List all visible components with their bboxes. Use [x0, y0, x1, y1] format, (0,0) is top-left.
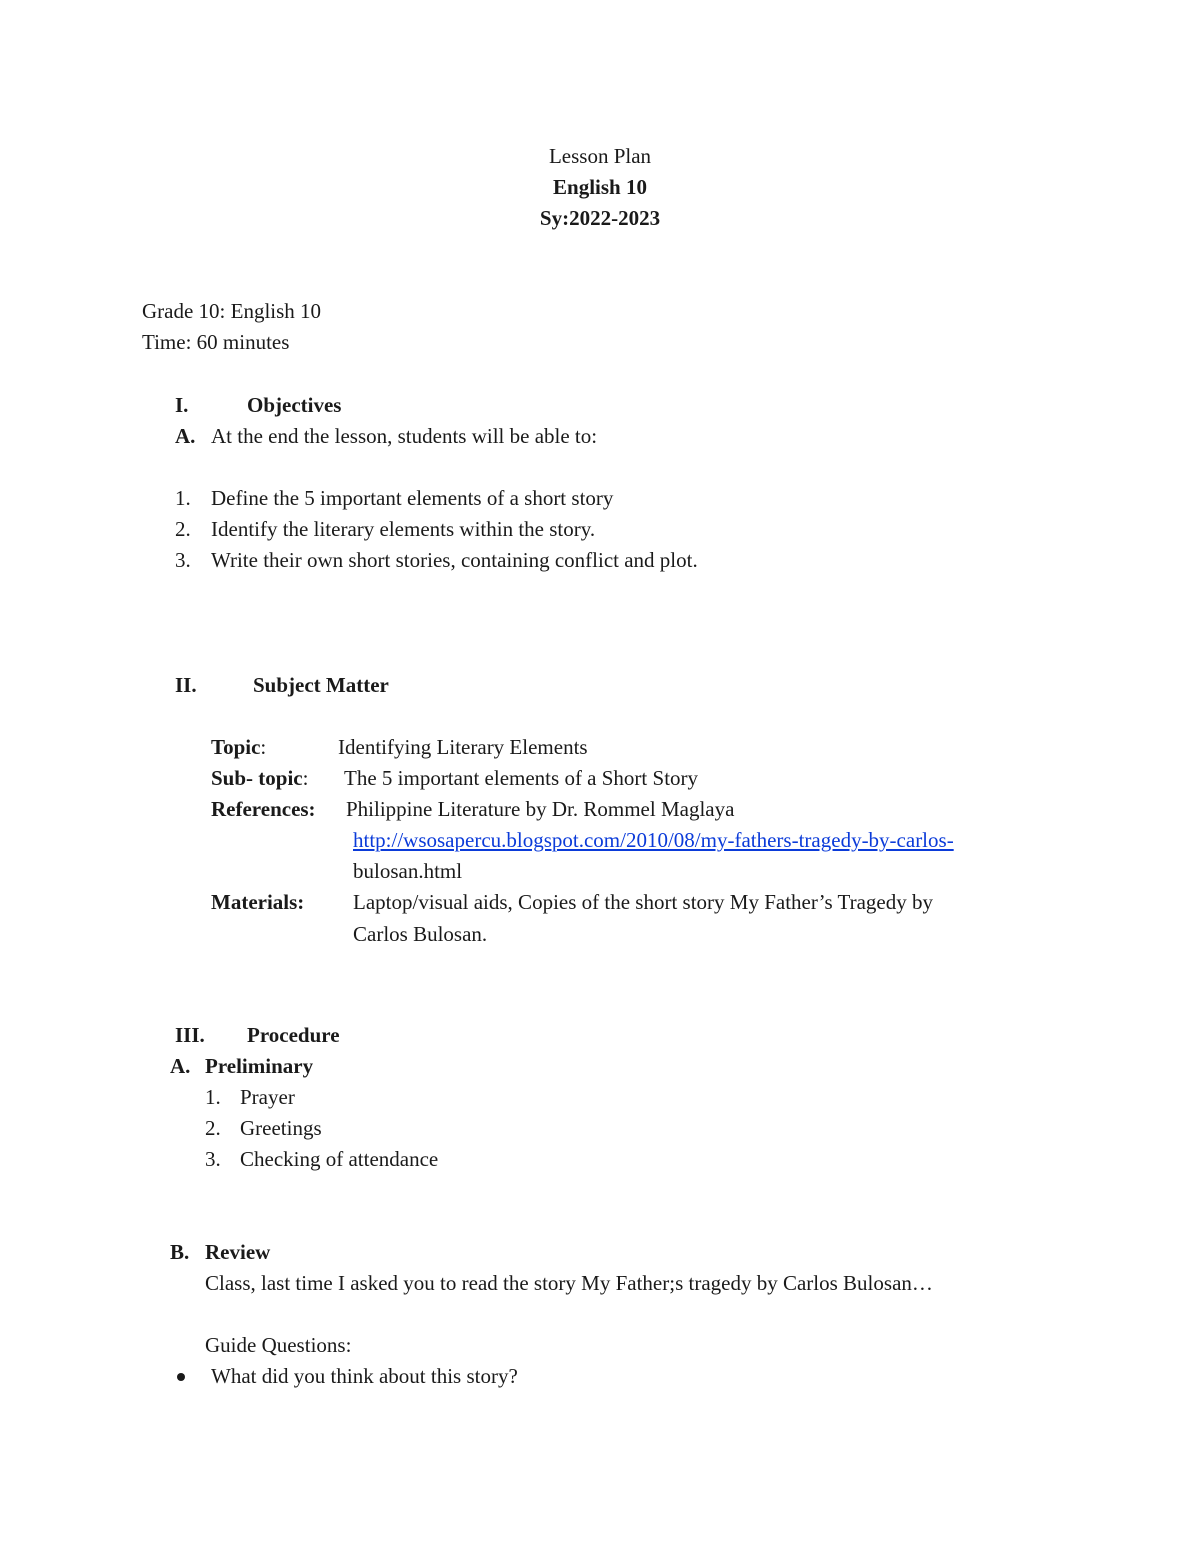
objective-number: 1. [175, 486, 191, 510]
preliminary-number: 3. [205, 1147, 221, 1171]
section-heading-subject-matter: Subject Matter [253, 673, 389, 697]
section-heading-procedure: Procedure [247, 1023, 340, 1047]
references-value: Philippine Literature by Dr. Rommel Maglaya [346, 797, 735, 821]
grade-line: Grade 10: English 10 [142, 299, 322, 323]
preliminary-number: 2. [205, 1116, 221, 1140]
materials-value: Laptop/visual aids, Copies of the short story My Father’s Tragedy by [353, 890, 933, 914]
subtopic-label: Sub- topic: [211, 766, 309, 790]
preliminary-item: Checking of attendance [240, 1147, 439, 1171]
preliminary-item: Prayer [240, 1085, 295, 1109]
section-numeral-objectives: I. [175, 393, 189, 417]
references-link-continued: bulosan.html [353, 859, 463, 883]
time-line: Time: 60 minutes [142, 330, 290, 354]
topic-value: Identifying Literary Elements [338, 735, 588, 759]
materials-value-continued: Carlos Bulosan. [353, 922, 488, 946]
guide-questions-label: Guide Questions: [205, 1333, 352, 1357]
objective-item: Identify the literary elements within the story. [211, 517, 596, 541]
objective-number: 2. [175, 517, 191, 541]
preliminary-number: 1. [205, 1085, 221, 1109]
document-subject: English 10 [553, 175, 647, 199]
topic-label: Topic: [211, 735, 267, 759]
references-label: References: [211, 797, 316, 821]
bullet-icon [177, 1373, 185, 1381]
review-letter: B. [170, 1240, 190, 1264]
document-title: Lesson Plan [548, 144, 652, 168]
objective-item: Write their own short stories, containing conflict and plot. [211, 548, 698, 572]
guide-question: What did you think about this story? [211, 1364, 518, 1388]
section-numeral-subject-matter: II. [175, 673, 197, 697]
subtopic-value: The 5 important elements of a Short Story [344, 766, 699, 790]
preliminary-item: Greetings [240, 1116, 322, 1140]
objective-number: 3. [175, 548, 191, 572]
objectives-intro-text: At the end the lesson, students will be able to: [211, 424, 598, 448]
section-numeral-procedure: III. [175, 1023, 205, 1047]
preliminary-letter: A. [170, 1054, 191, 1078]
objective-item: Define the 5 important elements of a short story [211, 486, 614, 510]
references-link[interactable]: http://wsosapercu.blogspot.com/2010/08/my-fathers-tragedy-by-carlos- [353, 828, 954, 852]
preliminary-heading: Preliminary [205, 1054, 314, 1078]
section-heading-objectives: Objectives [247, 393, 342, 417]
objectives-intro-letter: A. [175, 424, 196, 448]
school-year: Sy:2022-2023 [539, 206, 661, 230]
review-heading: Review [205, 1240, 271, 1264]
review-text: Class, last time I asked you to read the story My Father;s tragedy by Carlos Bulosan… [205, 1271, 933, 1295]
materials-label: Materials: [211, 890, 305, 914]
